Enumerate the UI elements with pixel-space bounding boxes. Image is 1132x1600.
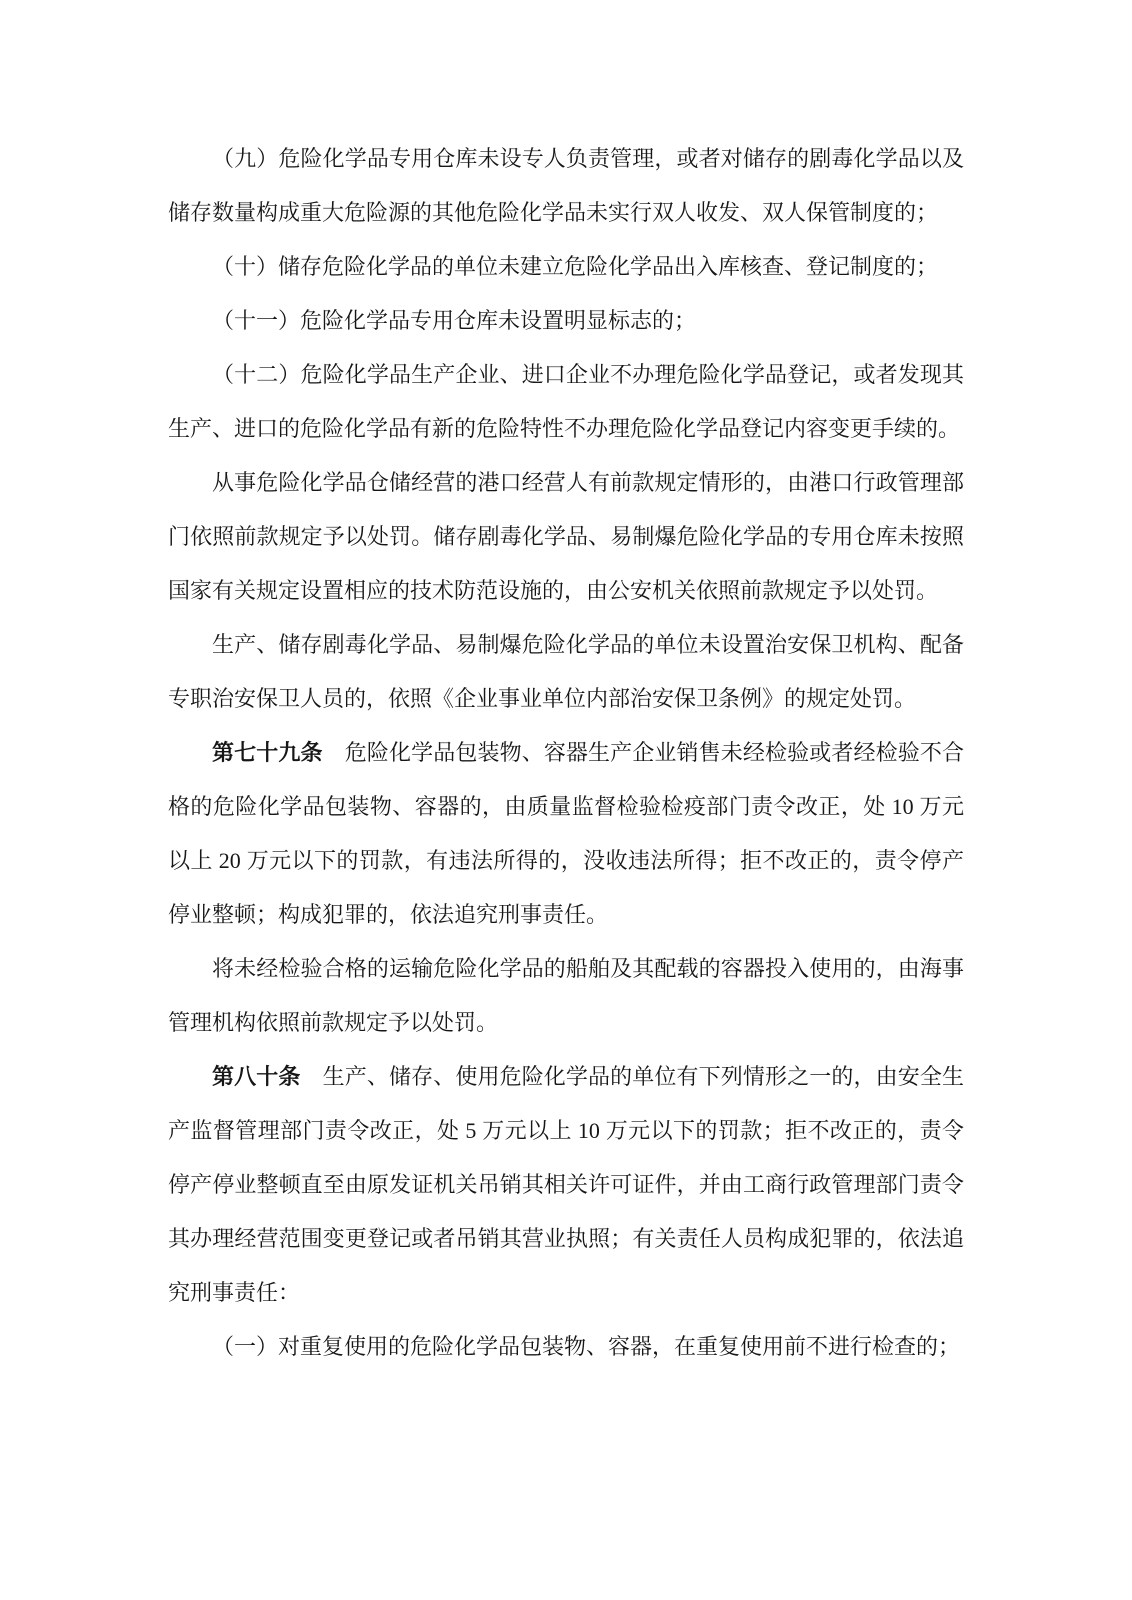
paragraph: 第七十九条 危险化学品包装物、容器生产企业销售未经检验或者经检验不合格的危险化学品包装物、容器的，由质量监督检验检疫部门责令改正，处 10 万元以上 20 万元以下的罚款，有违法所得的，没收违法所得；拒不改正的，责令停产停业整顿；构成犯罪的，依法追究刑事责任。 — [168, 740, 964, 927]
paragraph: （十二）危险化学品生产企业、进口企业不办理危险化学品登记，或者发现其生产、进口的危险化学品有新的危险特性不办理危险化学品登记内容变更手续的。 — [168, 362, 964, 441]
paragraph: 将未经检验合格的运输危险化学品的船舶及其配载的容器投入使用的，由海事管理机构依照前款规定予以处罚。 — [168, 956, 964, 1035]
article-number: 第八十条 — [212, 1064, 301, 1089]
document-body — [168, 132, 964, 1374]
paragraph: 第八十条 生产、储存、使用危险化学品的单位有下列情形之一的，由安全生产监督管理部门责令改正，处 5 万元以上 10 万元以下的罚款；拒不改正的，责令停产停业整顿直至由原发证机关吊销其相关许可证件，并由工商行政管理部门责令其办理经营范围变更登记或者吊销其营业执照；有关责任人员构成犯罪的，依法追究刑事责任： — [168, 1064, 964, 1305]
paragraph: （十一）危险化学品专用仓库未设置明显标志的； — [212, 308, 697, 333]
paragraph: （九）危险化学品专用仓库未设专人负责管理，或者对储存的剧毒化学品以及储存数量构成重大危险源的其他危险化学品未实行双人收发、双人保管制度的； — [168, 146, 964, 225]
article-number: 第七十九条 — [212, 740, 323, 765]
paragraph: （十）储存危险化学品的单位未建立危险化学品出入库核查、登记制度的； — [212, 254, 939, 279]
paragraph: 从事危险化学品仓储经营的港口经营人有前款规定情形的，由港口行政管理部门依照前款规定予以处罚。储存剧毒化学品、易制爆危险化学品的专用仓库未按照国家有关规定设置相应的技术防范设施的，由公安机关依照前款规定予以处罚。 — [168, 470, 964, 603]
paragraph: （一）对重复使用的危险化学品包装物、容器，在重复使用前不进行检查的； — [212, 1334, 961, 1359]
paragraph: 生产、储存剧毒化学品、易制爆危险化学品的单位未设置治安保卫机构、配备专职治安保卫人员的，依照《企业事业单位内部治安保卫条例》的规定处罚。 — [168, 632, 964, 711]
